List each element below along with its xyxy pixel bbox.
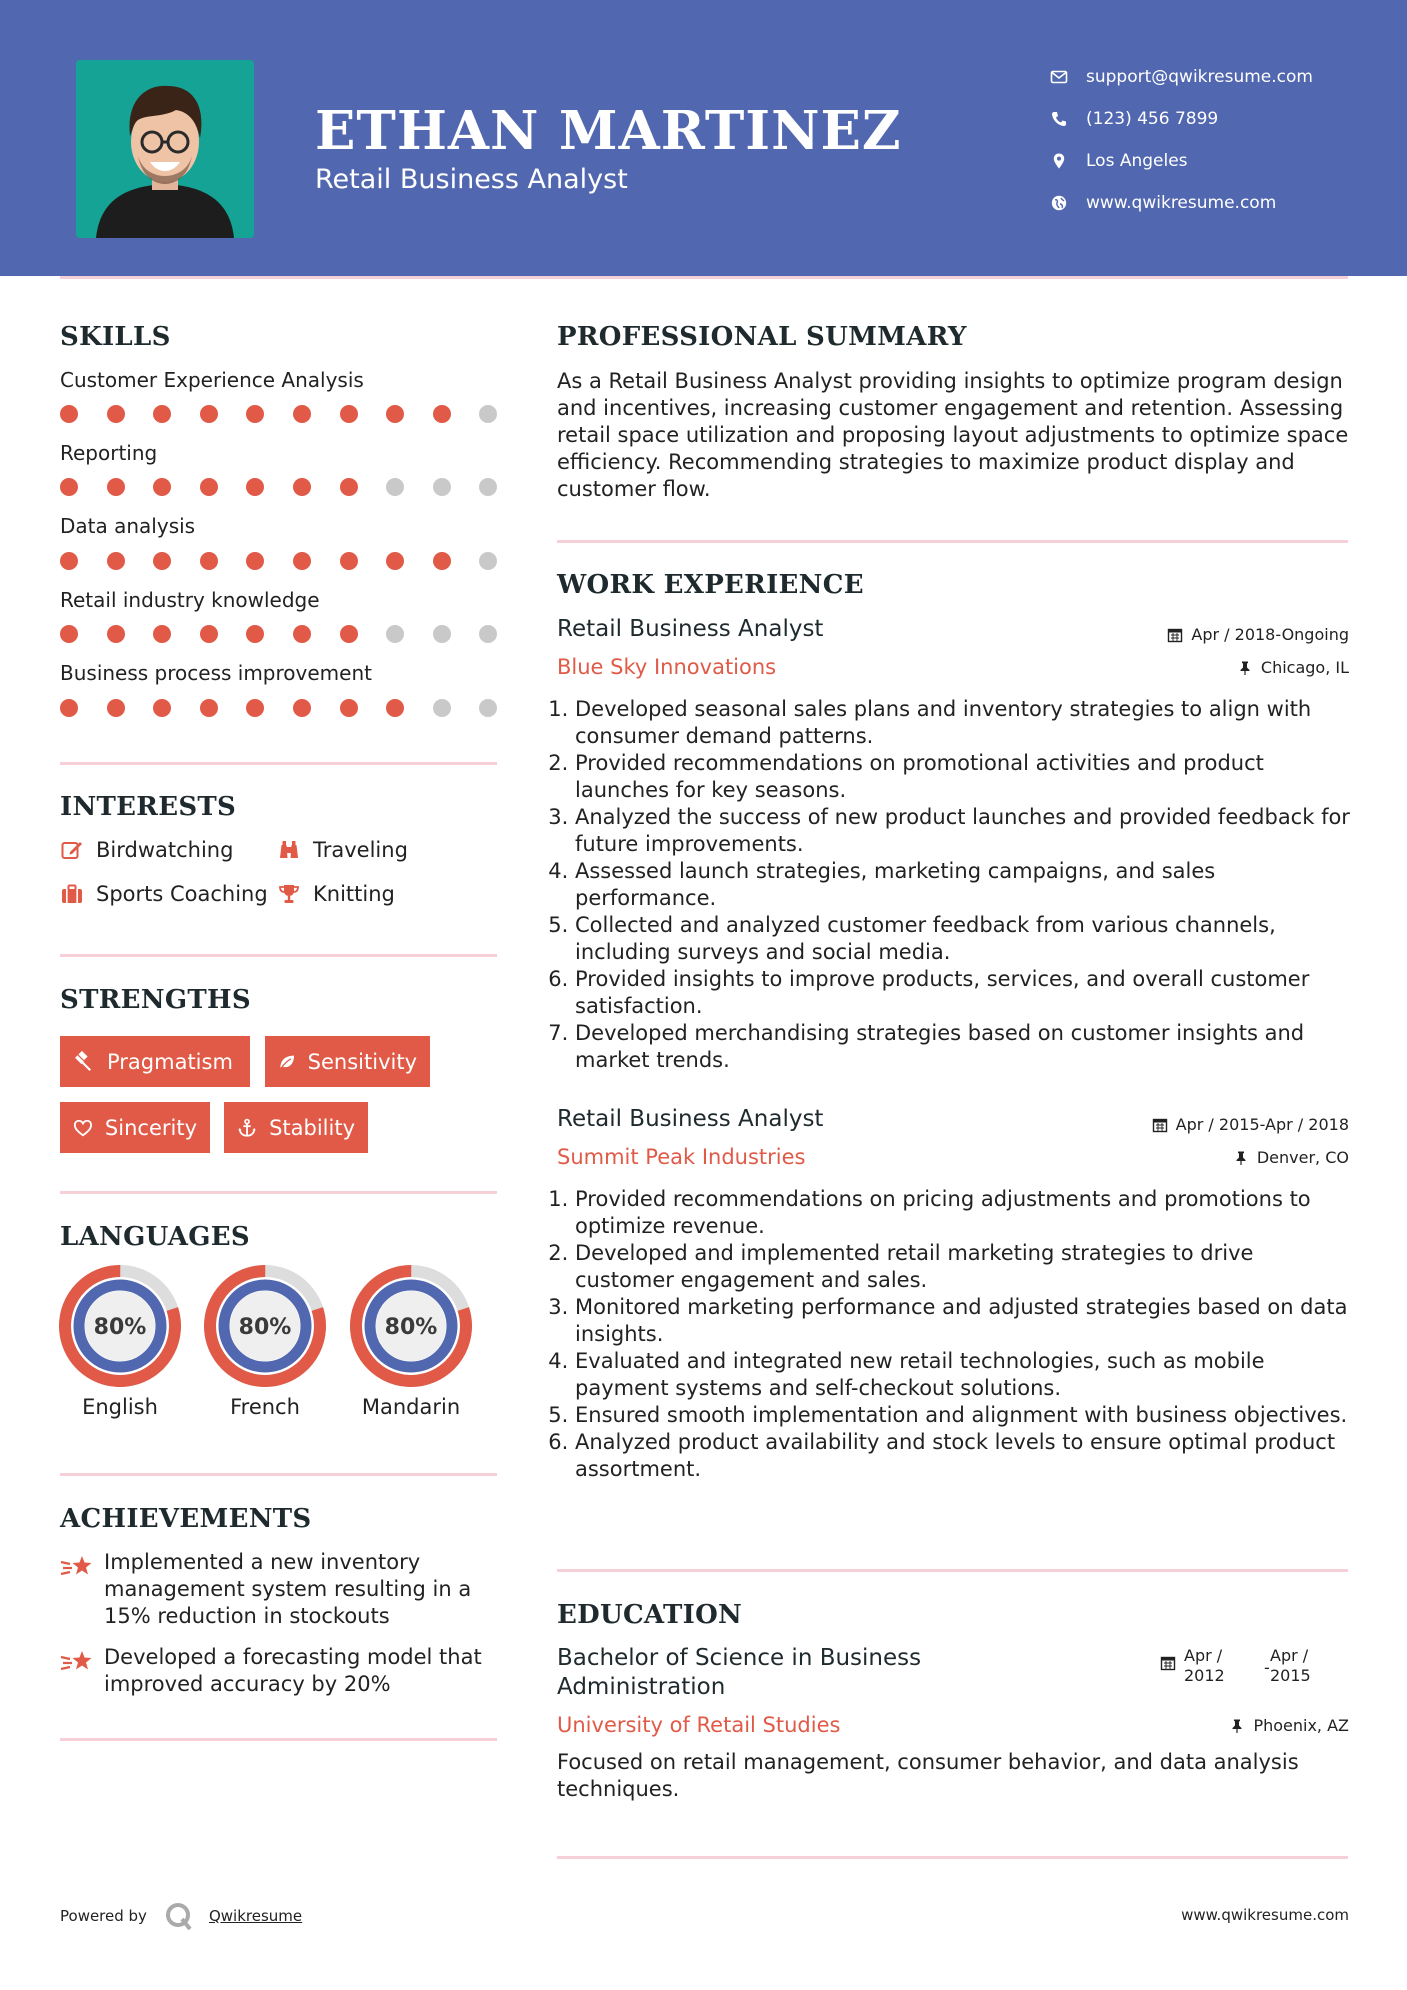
strength-label: Stability [269, 1115, 355, 1140]
degree-line: Administration [557, 1674, 726, 1700]
skill-dot-filled [107, 552, 125, 570]
skill-rating [60, 476, 500, 498]
summary-heading: PROFESSIONAL SUMMARY [557, 322, 967, 352]
job-dates [1167, 625, 1349, 644]
education-end [1270, 1646, 1311, 1686]
skill-rating [60, 403, 500, 425]
education-date-separator: - [1264, 1658, 1270, 1677]
interest-label: Birdwatching [96, 838, 234, 862]
gauge-percent-label: 80% [238, 1315, 292, 1340]
language-item [350, 1265, 472, 1419]
skill-dot-filled [246, 699, 264, 717]
skill-dot-filled [200, 478, 218, 496]
section-divider [557, 540, 1348, 543]
degree-line: Bachelor of Science in Business [557, 1645, 922, 1671]
language-gauge [59, 1265, 181, 1387]
contact-email-text: support@qwikresume.com [1086, 67, 1313, 87]
skill-dot-empty [479, 478, 497, 496]
job-bullets [557, 696, 1357, 1074]
gauge-percent-label: 80% [384, 1315, 438, 1340]
education-description: Focused on retail management, consumer behavior, and data analysis techniques. [557, 1750, 1299, 1801]
skill-rating [60, 623, 500, 645]
candidate-title: Retail Business Analyst [315, 164, 628, 195]
envelope-icon [1050, 68, 1086, 86]
job-bullets [557, 1186, 1357, 1483]
skill-label: Retail industry knowledge [60, 588, 320, 612]
calendar-icon [1152, 1117, 1168, 1133]
strength-tag [265, 1036, 430, 1087]
achievement-text: Implemented a new inventory management system resulting in a 15% reduction in stockouts [104, 1550, 472, 1628]
briefcase-icon [60, 882, 96, 906]
qwikresume-logo-icon [163, 1900, 195, 1932]
skill-dot-filled [340, 552, 358, 570]
job-title: Retail Business Analyst [557, 616, 824, 642]
skill-dot-empty [479, 405, 497, 423]
skill-dot-filled [293, 405, 311, 423]
leaf-icon [278, 1051, 296, 1073]
skill-dot-empty [433, 625, 451, 643]
skill-label: Data analysis [60, 514, 196, 538]
pencil-square-icon [60, 838, 96, 862]
strength-tag [60, 1036, 250, 1087]
strength-tag [224, 1102, 368, 1153]
skill-dot-filled [107, 478, 125, 496]
skill-dot-filled [200, 625, 218, 643]
achievement-item [60, 1644, 500, 1698]
job-location [1233, 1148, 1349, 1167]
interest-label: Traveling [313, 838, 408, 862]
contact-website-text: www.qwikresume.com [1086, 193, 1277, 213]
job-bullet: 6. Analyzed product availability and stock levels to ensure optimal product assortment. [575, 1429, 1357, 1483]
skill-rating [60, 550, 500, 572]
skill-dot-filled [340, 699, 358, 717]
pushpin-icon [1237, 660, 1253, 676]
skill-dot-empty [433, 478, 451, 496]
company-name: Summit Peak Industries [557, 1145, 806, 1169]
resume-header [0, 0, 1407, 276]
skill-dot-filled [293, 552, 311, 570]
contact-list [1050, 56, 1313, 224]
skill-dot-filled [340, 478, 358, 496]
skill-label: Business process improvement [60, 661, 372, 685]
languages-heading: LANGUAGES [60, 1222, 250, 1252]
powered-by-text: Powered by [60, 1907, 147, 1925]
skill-dot-filled [246, 625, 264, 643]
job-bullet: 3. Monitored marketing performance and adjusted strategies based on data insights. [575, 1294, 1357, 1348]
job-dates-text: Apr / 2018-Ongoing [1191, 625, 1349, 644]
section-divider [557, 1569, 1348, 1572]
gavel-icon [73, 1051, 95, 1073]
skill-dot-filled [60, 699, 78, 717]
shooting-star-icon [60, 1549, 104, 1630]
job-bullet: 7. Developed merchandising strategies based on customer insights and market trends. [575, 1020, 1357, 1074]
job-bullet: 2. Developed and implemented retail marketing strategies to drive customer engagement and sales. [575, 1240, 1357, 1294]
trophy-icon [277, 882, 313, 906]
skill-dot-filled [153, 625, 171, 643]
job-bullet: 2. Provided recommendations on promotional activities and product launches for key seasons. [575, 750, 1357, 804]
education-heading: EDUCATION [557, 1600, 743, 1630]
skill-dot-filled [60, 552, 78, 570]
skill-dot-filled [200, 699, 218, 717]
language-name: Mandarin [361, 1395, 461, 1419]
skills-heading: SKILLS [60, 322, 171, 352]
map-pin-icon [1050, 152, 1086, 170]
education-location-text: Phoenix, AZ [1253, 1716, 1349, 1735]
language-gauge [204, 1265, 326, 1387]
achievement-text: Developed a forecasting model that improved accuracy by 20% [104, 1645, 482, 1696]
person-avatar-icon [76, 60, 254, 238]
strength-label: Pragmatism [107, 1049, 233, 1074]
pushpin-icon [1233, 1150, 1249, 1166]
skill-dot-filled [60, 625, 78, 643]
skill-dot-empty [386, 478, 404, 496]
interests-heading: INTERESTS [60, 792, 237, 822]
education-start-month: Apr / [1184, 1646, 1223, 1665]
strength-label: Sincerity [104, 1115, 197, 1140]
skill-dot-filled [433, 405, 451, 423]
skill-dot-filled [386, 405, 404, 423]
achievements-heading: ACHIEVEMENTS [60, 1504, 312, 1534]
calendar-icon [1167, 627, 1183, 643]
section-divider [60, 1191, 497, 1194]
skill-dot-filled [386, 552, 404, 570]
phone-icon [1050, 110, 1086, 128]
language-item [204, 1265, 326, 1419]
skill-dot-filled [386, 699, 404, 717]
education-start [1184, 1646, 1264, 1686]
skill-dot-empty [479, 552, 497, 570]
contact-phone-text: (123) 456 7899 [1086, 109, 1219, 129]
language-name: French [230, 1395, 300, 1419]
strength-label: Sensitivity [307, 1049, 417, 1074]
skill-dot-filled [107, 625, 125, 643]
section-divider [557, 1856, 1348, 1859]
skill-dot-filled [340, 405, 358, 423]
footer-website[interactable]: www.qwikresume.com [1181, 1906, 1349, 1924]
skill-label: Reporting [60, 441, 158, 465]
skill-label: Customer Experience Analysis [60, 368, 364, 392]
heart-icon [73, 1117, 93, 1139]
candidate-name: ETHAN MARTINEZ [315, 100, 902, 162]
education-location [1229, 1716, 1349, 1735]
skill-dot-filled [246, 478, 264, 496]
job-bullet: 1. Developed seasonal sales plans and inventory strategies to align with consumer demand patterns. [575, 696, 1357, 750]
section-divider [60, 1738, 497, 1741]
skill-dot-empty [479, 699, 497, 717]
job-location-text: Chicago, IL [1260, 658, 1349, 677]
skill-dot-filled [433, 552, 451, 570]
achievement-item [60, 1549, 500, 1630]
skill-dot-filled [293, 625, 311, 643]
experience-heading: WORK EXPERIENCE [557, 570, 864, 600]
language-item [59, 1265, 181, 1419]
job-bullet: 5. Ensured smooth implementation and alignment with business objectives. [575, 1402, 1357, 1429]
pushpin-icon [1229, 1718, 1245, 1734]
skill-dot-empty [479, 625, 497, 643]
section-divider [60, 762, 497, 765]
job-dates [1152, 1115, 1349, 1134]
interest-label: Sports Coaching [96, 882, 268, 906]
interest-item [277, 882, 395, 906]
job-bullet: 4. Evaluated and integrated new retail technologies, such as mobile payment systems and self-checkout solutions. [575, 1348, 1357, 1402]
skill-dot-filled [340, 625, 358, 643]
skill-rating [60, 697, 500, 719]
skill-dot-filled [246, 405, 264, 423]
skill-dot-filled [60, 478, 78, 496]
skill-dot-filled [293, 478, 311, 496]
skill-dot-filled [153, 552, 171, 570]
skill-dot-filled [246, 552, 264, 570]
skill-dot-filled [200, 552, 218, 570]
skill-dot-filled [153, 405, 171, 423]
strength-tag [60, 1102, 210, 1153]
job-bullet: 6. Provided insights to improve products, services, and overall customer satisfaction. [575, 966, 1357, 1020]
job-dates-text: Apr / 2015-Apr / 2018 [1175, 1115, 1349, 1134]
calendar-icon [1160, 1655, 1176, 1671]
skill-dot-filled [107, 405, 125, 423]
school-name: University of Retail Studies [557, 1713, 841, 1737]
interest-label: Knitting [313, 882, 395, 906]
job-title: Retail Business Analyst [557, 1106, 824, 1132]
summary-text: As a Retail Business Analyst providing insights to optimize program design and incentives, increasing customer engagement and retention. Assessing retail space utilization and proposing layout adjustments to optimize space efficiency. Recommending strategies to maximize product display and customer flow. [557, 369, 1349, 501]
anchor-icon [237, 1117, 257, 1139]
job-bullet: 5. Collected and analyzed customer feedback from various channels, including surveys and social media. [575, 912, 1357, 966]
job-bullet: 4. Assessed launch strategies, marketing campaigns, and sales performance. [575, 858, 1357, 912]
skill-dot-empty [386, 625, 404, 643]
skill-dot-empty [433, 699, 451, 717]
education-start-year: 2012 [1184, 1666, 1225, 1685]
skill-dot-filled [200, 405, 218, 423]
globe-icon [1050, 194, 1086, 212]
interest-item [60, 838, 233, 862]
profile-photo [76, 60, 254, 238]
skill-dot-filled [107, 699, 125, 717]
job-bullet: 3. Analyzed the success of new product launches and provided feedback for future improvements. [575, 804, 1357, 858]
contact-website[interactable] [1050, 182, 1313, 224]
gauge-percent-label: 80% [93, 1315, 147, 1340]
skill-dot-filled [153, 699, 171, 717]
skill-dot-filled [293, 699, 311, 717]
contact-phone[interactable] [1050, 98, 1313, 140]
language-gauge [350, 1265, 472, 1387]
shooting-star-icon [60, 1644, 104, 1698]
contact-location [1050, 140, 1313, 182]
education-end-month: Apr / [1270, 1646, 1309, 1665]
section-divider [60, 954, 497, 957]
qwikresume-link[interactable]: Qwikresume [208, 1907, 303, 1925]
strengths-heading: STRENGTHS [60, 985, 251, 1015]
interest-item [60, 882, 268, 906]
binoculars-icon [277, 838, 313, 862]
contact-email[interactable] [1050, 56, 1313, 98]
contact-location-text: Los Angeles [1086, 151, 1188, 171]
job-location [1237, 658, 1349, 677]
interest-item [277, 838, 408, 862]
skill-dot-filled [60, 405, 78, 423]
header-divider [60, 276, 1348, 279]
education-end-year: 2015 [1270, 1666, 1311, 1685]
footer-powered-by [60, 1900, 302, 1932]
section-divider [60, 1473, 497, 1476]
job-location-text: Denver, CO [1256, 1148, 1349, 1167]
language-name: English [82, 1395, 158, 1419]
company-name: Blue Sky Innovations [557, 655, 777, 679]
job-bullet: 1. Provided recommendations on pricing adjustments and promotions to optimize revenue. [575, 1186, 1357, 1240]
education-dates [1160, 1646, 1311, 1686]
skill-dot-filled [153, 478, 171, 496]
